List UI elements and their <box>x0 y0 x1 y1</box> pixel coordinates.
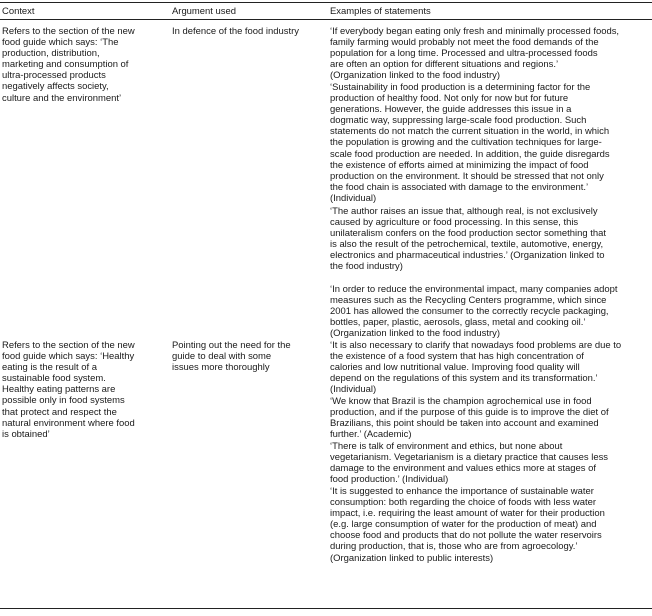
table-bottom-rule <box>0 608 652 609</box>
row-2-statement-3: ‘There is talk of environment and ethics, but none about vegetarianism. Vegetarianism is a dietary practice that causes less damage to the environment and values ethics more at stages of food production.’ (Individual) <box>330 441 609 486</box>
row-1-statement-3: ‘The author raises an issue that, although real, is not exclusively caused by agriculture or food processing. In this sense, this unilateralism confers on the food production sector something that is also the result of the petrochemical, textile, automotive, energy, electronics and pharmaceutical industries.’ (Organization linked to the food industry) <box>330 206 606 273</box>
row-2-statement-4: ‘It is suggested to enhance the importance of sustainable water consumption: both regarding the choice of foods with less water impact, i.e. requiring the least amount of water for their production (e.g. large consumption of water for the production of meat) and choose food and products that do not pollute the water reservoirs during production, that is, those who are from agroecology.’ (Organization linked to public interests) <box>330 486 605 564</box>
header-argument: Argument used <box>172 6 237 17</box>
row-1-argument: In defence of the food industry <box>172 26 299 37</box>
row-1-statement-4: ‘In order to reduce the environmental impact, many companies adopt measures such as the Recycling Centers programme, which since 2001 has allowed the consumer to the correctly recycle packaging, bottles, paper, plastic, aerosols, glass, metal and cooking oil.’ (Organization linked to the food industry) <box>330 284 618 340</box>
row-2-statement-2: ‘We know that Brazil is the champion agrochemical use in food production, and if the purpose of this guide is to improve the diet of Brazilians, this point should be taken into account and examined further.’ (Academic) <box>330 396 609 441</box>
table-header-row <box>0 6 652 18</box>
row-2-statement-1: ‘It is also necessary to clarify that nowadays food problems are due to the existence of a food system that has high concentration of calories and low nutritional value. Improving food quality will depend on the regulations of this system and its transformation.’ (Individual) <box>330 340 622 396</box>
row-1-statement-2: ‘Sustainability in food production is a determining factor for the production of healthy food. Not only for now but for future generations. However, the guide addresses this issue in a dogmatic way, suppressing large-scale food production. Such statements do not match the current situation in the world, in which the population is growing and the cultivation techniques for large- scale food production are needed. In addition, the guide disregards the existence of efforts aimed at minimizing the impact of food production on the environment. It should be stressed that not only the food chain is associated with damage to the environment.’ (Individual) <box>330 82 610 204</box>
header-examples: Examples of statements <box>330 6 431 17</box>
header-context: Context <box>2 6 35 17</box>
row-2-argument: Pointing out the need for the guide to deal with some issues more thoroughly <box>172 340 291 374</box>
table-top-rule <box>0 2 652 3</box>
row-2-context: Refers to the section of the new food guide which says: ‘Healthy eating is the result of a sustainable food system. Healthy eating patterns are possible only in food systems that protect and respect the natural environment where food is obtained’ <box>2 340 135 440</box>
table-header-rule <box>0 19 652 20</box>
row-1-statement-1: ‘If everybody began eating only fresh and minimally processed foods, family farming would probably not meet the food demands of the population for a long time. Processed and ultra-processed foods are often an option for different situations and regions.’ (Organization linked to the food industry) <box>330 26 620 82</box>
row-1-context: Refers to the section of the new food guide which says: ‘The production, distribution, marketing and consumption of ultra-processed products negatively affects society, culture and the environment’ <box>2 26 135 104</box>
